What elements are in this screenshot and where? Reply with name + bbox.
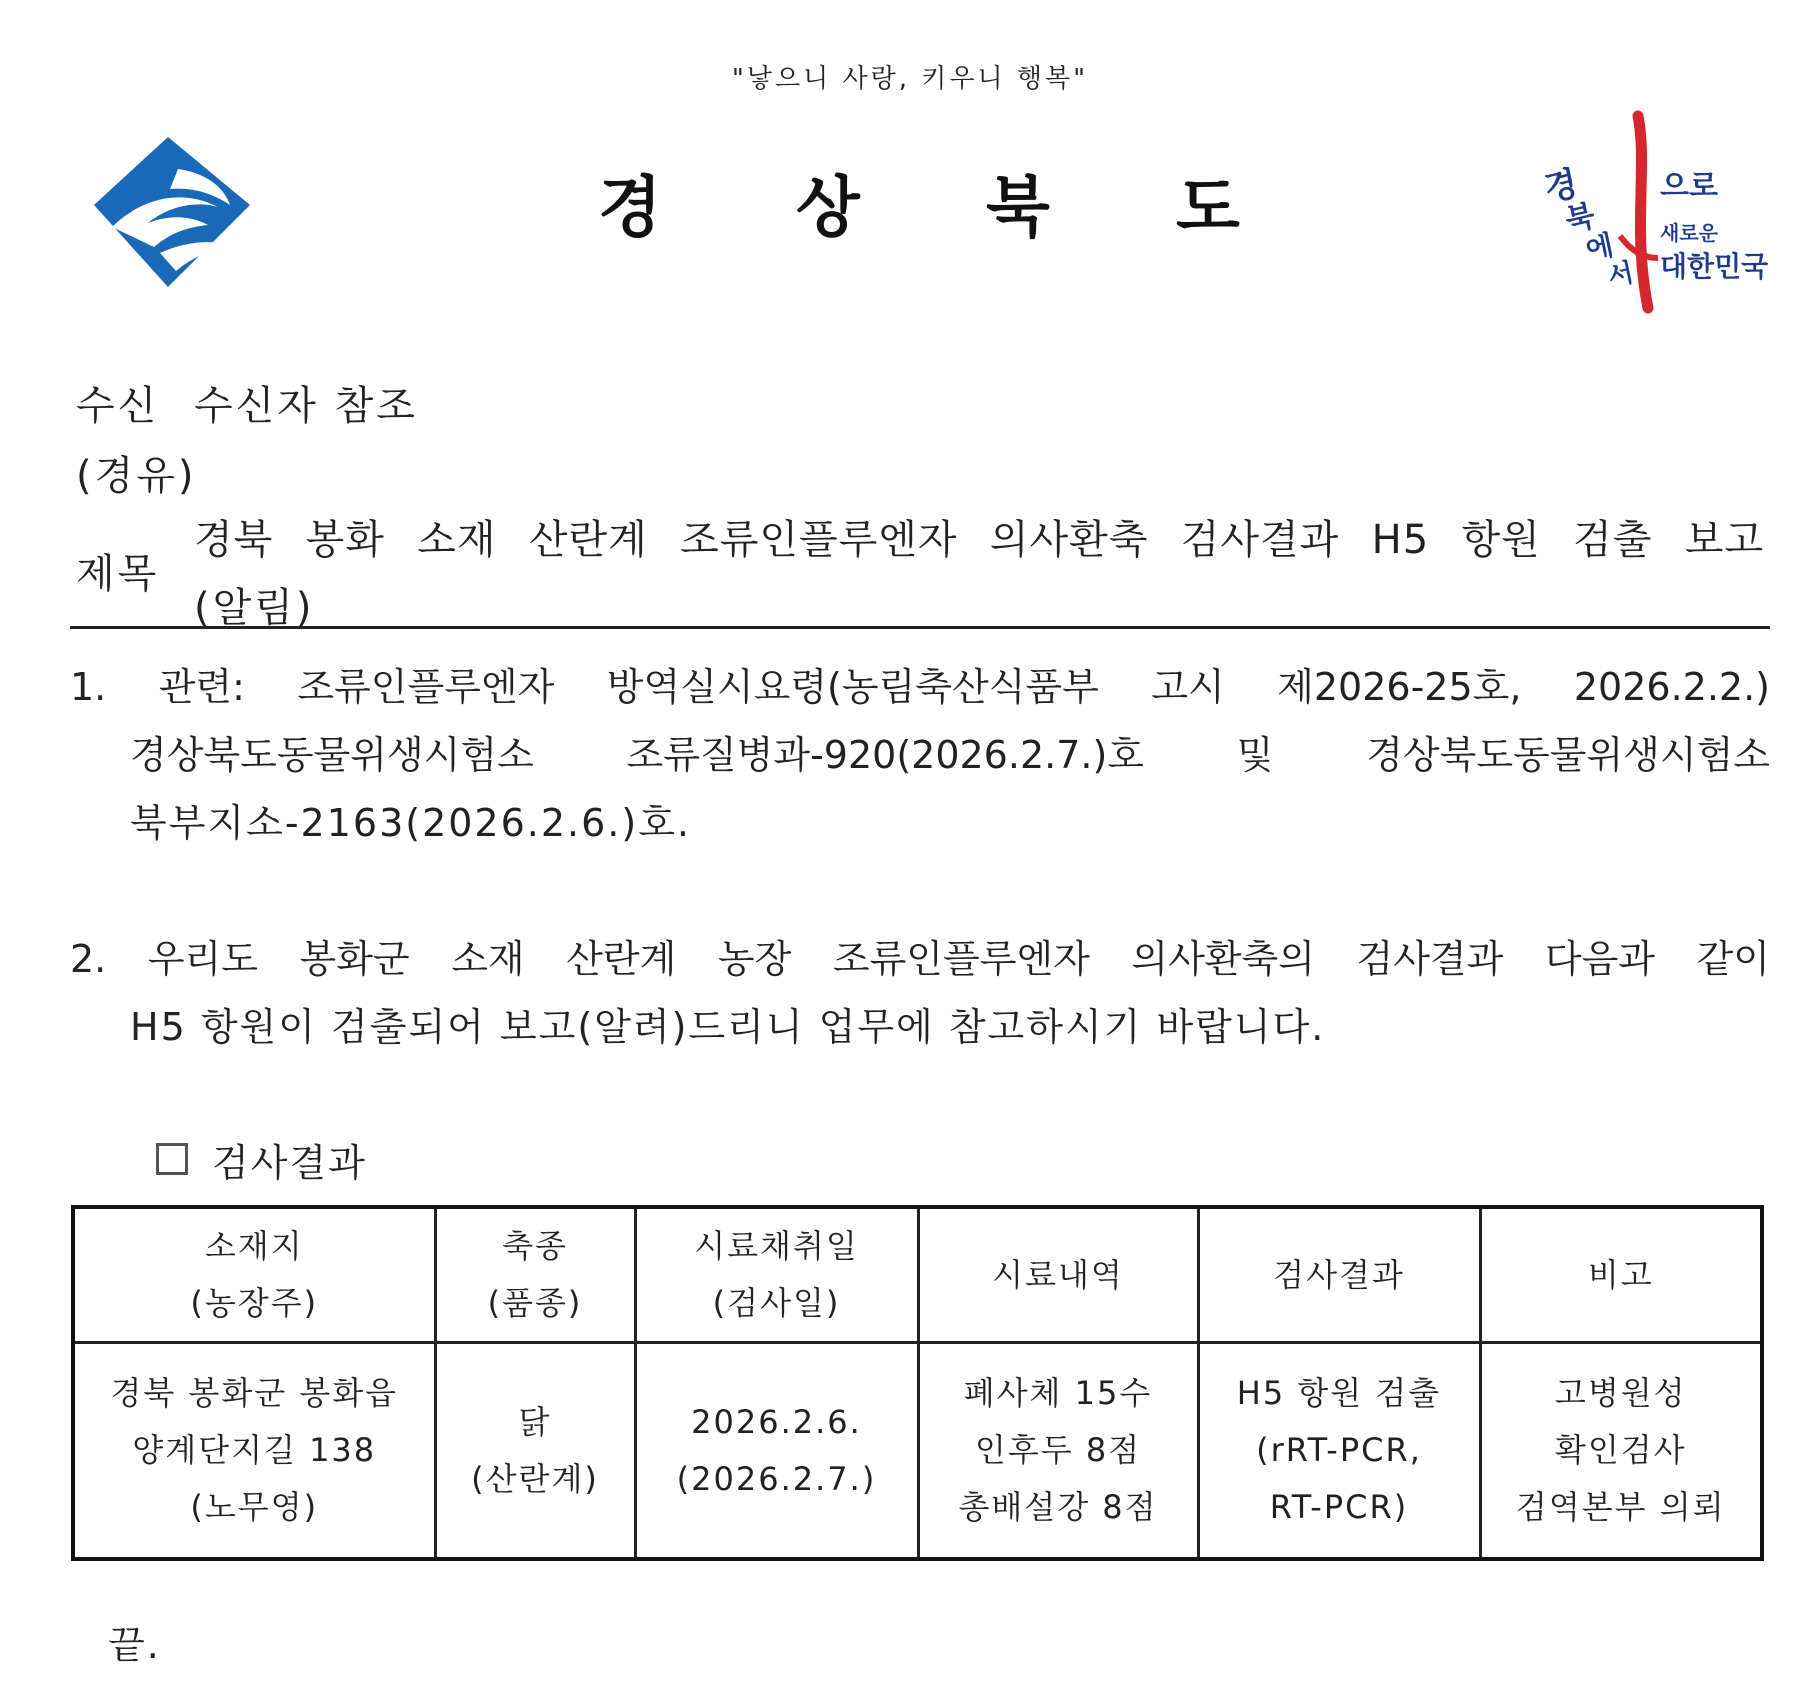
cell-remarks [1480,1343,1762,1560]
title-char: 도 [1176,169,1240,246]
header-line: (농장주) [190,1284,319,1322]
cell-line: 경북 봉화군 봉화읍 [110,1374,399,1412]
logo-char: 북 [1562,198,1599,239]
header-line: 시료채취일 [694,1227,859,1265]
cell-line: 폐사체 15수 [963,1374,1153,1412]
cell-line: (산란계) [471,1459,599,1498]
cell-sample-date [635,1343,918,1560]
cell-species [435,1343,635,1560]
cell-line: 2026.2.6. [691,1402,862,1441]
header-line: 비고 [1587,1255,1654,1294]
header-line: 시료내역 [992,1255,1124,1294]
header-line: 검사결과 [1273,1255,1405,1294]
slogan: "낳으니 사랑, 키우니 행복" [731,64,1089,94]
cell-line: (rRT-PCR, [1256,1431,1422,1469]
cell-line: 인후두 8점 [974,1431,1142,1469]
paragraph-1-line: 경상북도동물위생시험소 조류질병과-920(2026.2.7.)호 및 경상북도동물위생시험소 [130,733,1770,777]
cell-sample-details [918,1343,1198,1560]
title-char: 상 [796,169,860,246]
cell-line: H5 항원 검출 [1236,1374,1442,1412]
cell-location [73,1343,435,1560]
gyeongbuk-provincial-emblem-icon [90,135,260,290]
cell-test-result [1198,1343,1480,1560]
svg-text:새로운: 새로운 [1660,221,1718,245]
cell-line: (2026.2.7.) [676,1459,877,1498]
svg-text:으로: 으로 [1660,169,1718,204]
table-header-row [73,1207,1762,1343]
recipient-label: 수신 [76,383,160,429]
paragraph-1-line: 1. 관련: 조류인플루엔자 방역실시요령(농림축산식품부 고시 제2026-25호, 2026.2.2.) [70,665,1770,709]
paragraph-2-line: H5 항원이 검출되어 보고(알려)드리니 업무에 참고하시기 바랍니다. [130,1005,1326,1049]
subject-label: 제목 [76,551,160,597]
subject-line: (알림) [194,585,315,631]
recipient-value: 수신자 참조 [194,383,418,429]
via-label: (경유) [76,453,197,499]
paragraph-2-line: 2. 우리도 봉화군 소재 산란계 농장 조류인플루엔자 의사환축의 검사결과 다음과 같이 [70,937,1770,981]
header-line: 소재지 [204,1227,304,1265]
svg-text:대한민국: 대한민국 [1660,250,1769,283]
title-char: 북 [986,169,1050,246]
section-heading: 검사결과 [212,1141,367,1185]
header-line: (검사일) [712,1284,841,1322]
subject-line: 경북 봉화 소재 산란계 조류인플루엔자 의사환축 검사결과 H5 항원 검출 보고 [194,517,1764,563]
cell-line: 양계단지길 138 [132,1431,377,1469]
title-char: 경 [598,169,662,246]
header-sample-date [635,1207,918,1343]
cell-line: 고병원성 [1554,1374,1687,1412]
cell-line: RT-PCR) [1269,1488,1409,1526]
paragraph-1-line: 북부지소-2163(2026.2.6.)호. [130,801,691,845]
slogan-logo-icon [1540,108,1778,313]
end-mark: 끝. [108,1623,161,1667]
header-location [73,1207,435,1343]
cell-line: 닭 [518,1402,552,1441]
header-divider [70,626,1770,629]
logo-char: 경 [1540,163,1582,210]
logo-char: 서 [1605,257,1637,293]
checkbox-icon [156,1143,188,1175]
results-table [71,1205,1764,1561]
table-row [73,1343,1762,1560]
cell-line: (노무영) [190,1488,319,1526]
cell-line: 총배설강 8점 [958,1488,1158,1526]
header-line: 축종 [502,1227,568,1265]
header-test-result [1198,1207,1480,1343]
cell-line: 확인검사 [1554,1431,1687,1469]
cell-line: 검역본부 의뢰 [1515,1488,1726,1526]
header-remarks [1480,1207,1762,1343]
header-sample-details [918,1207,1198,1343]
header-species [435,1207,635,1343]
header-line: (품종) [487,1284,583,1322]
logo-char: 에 [1582,228,1617,267]
